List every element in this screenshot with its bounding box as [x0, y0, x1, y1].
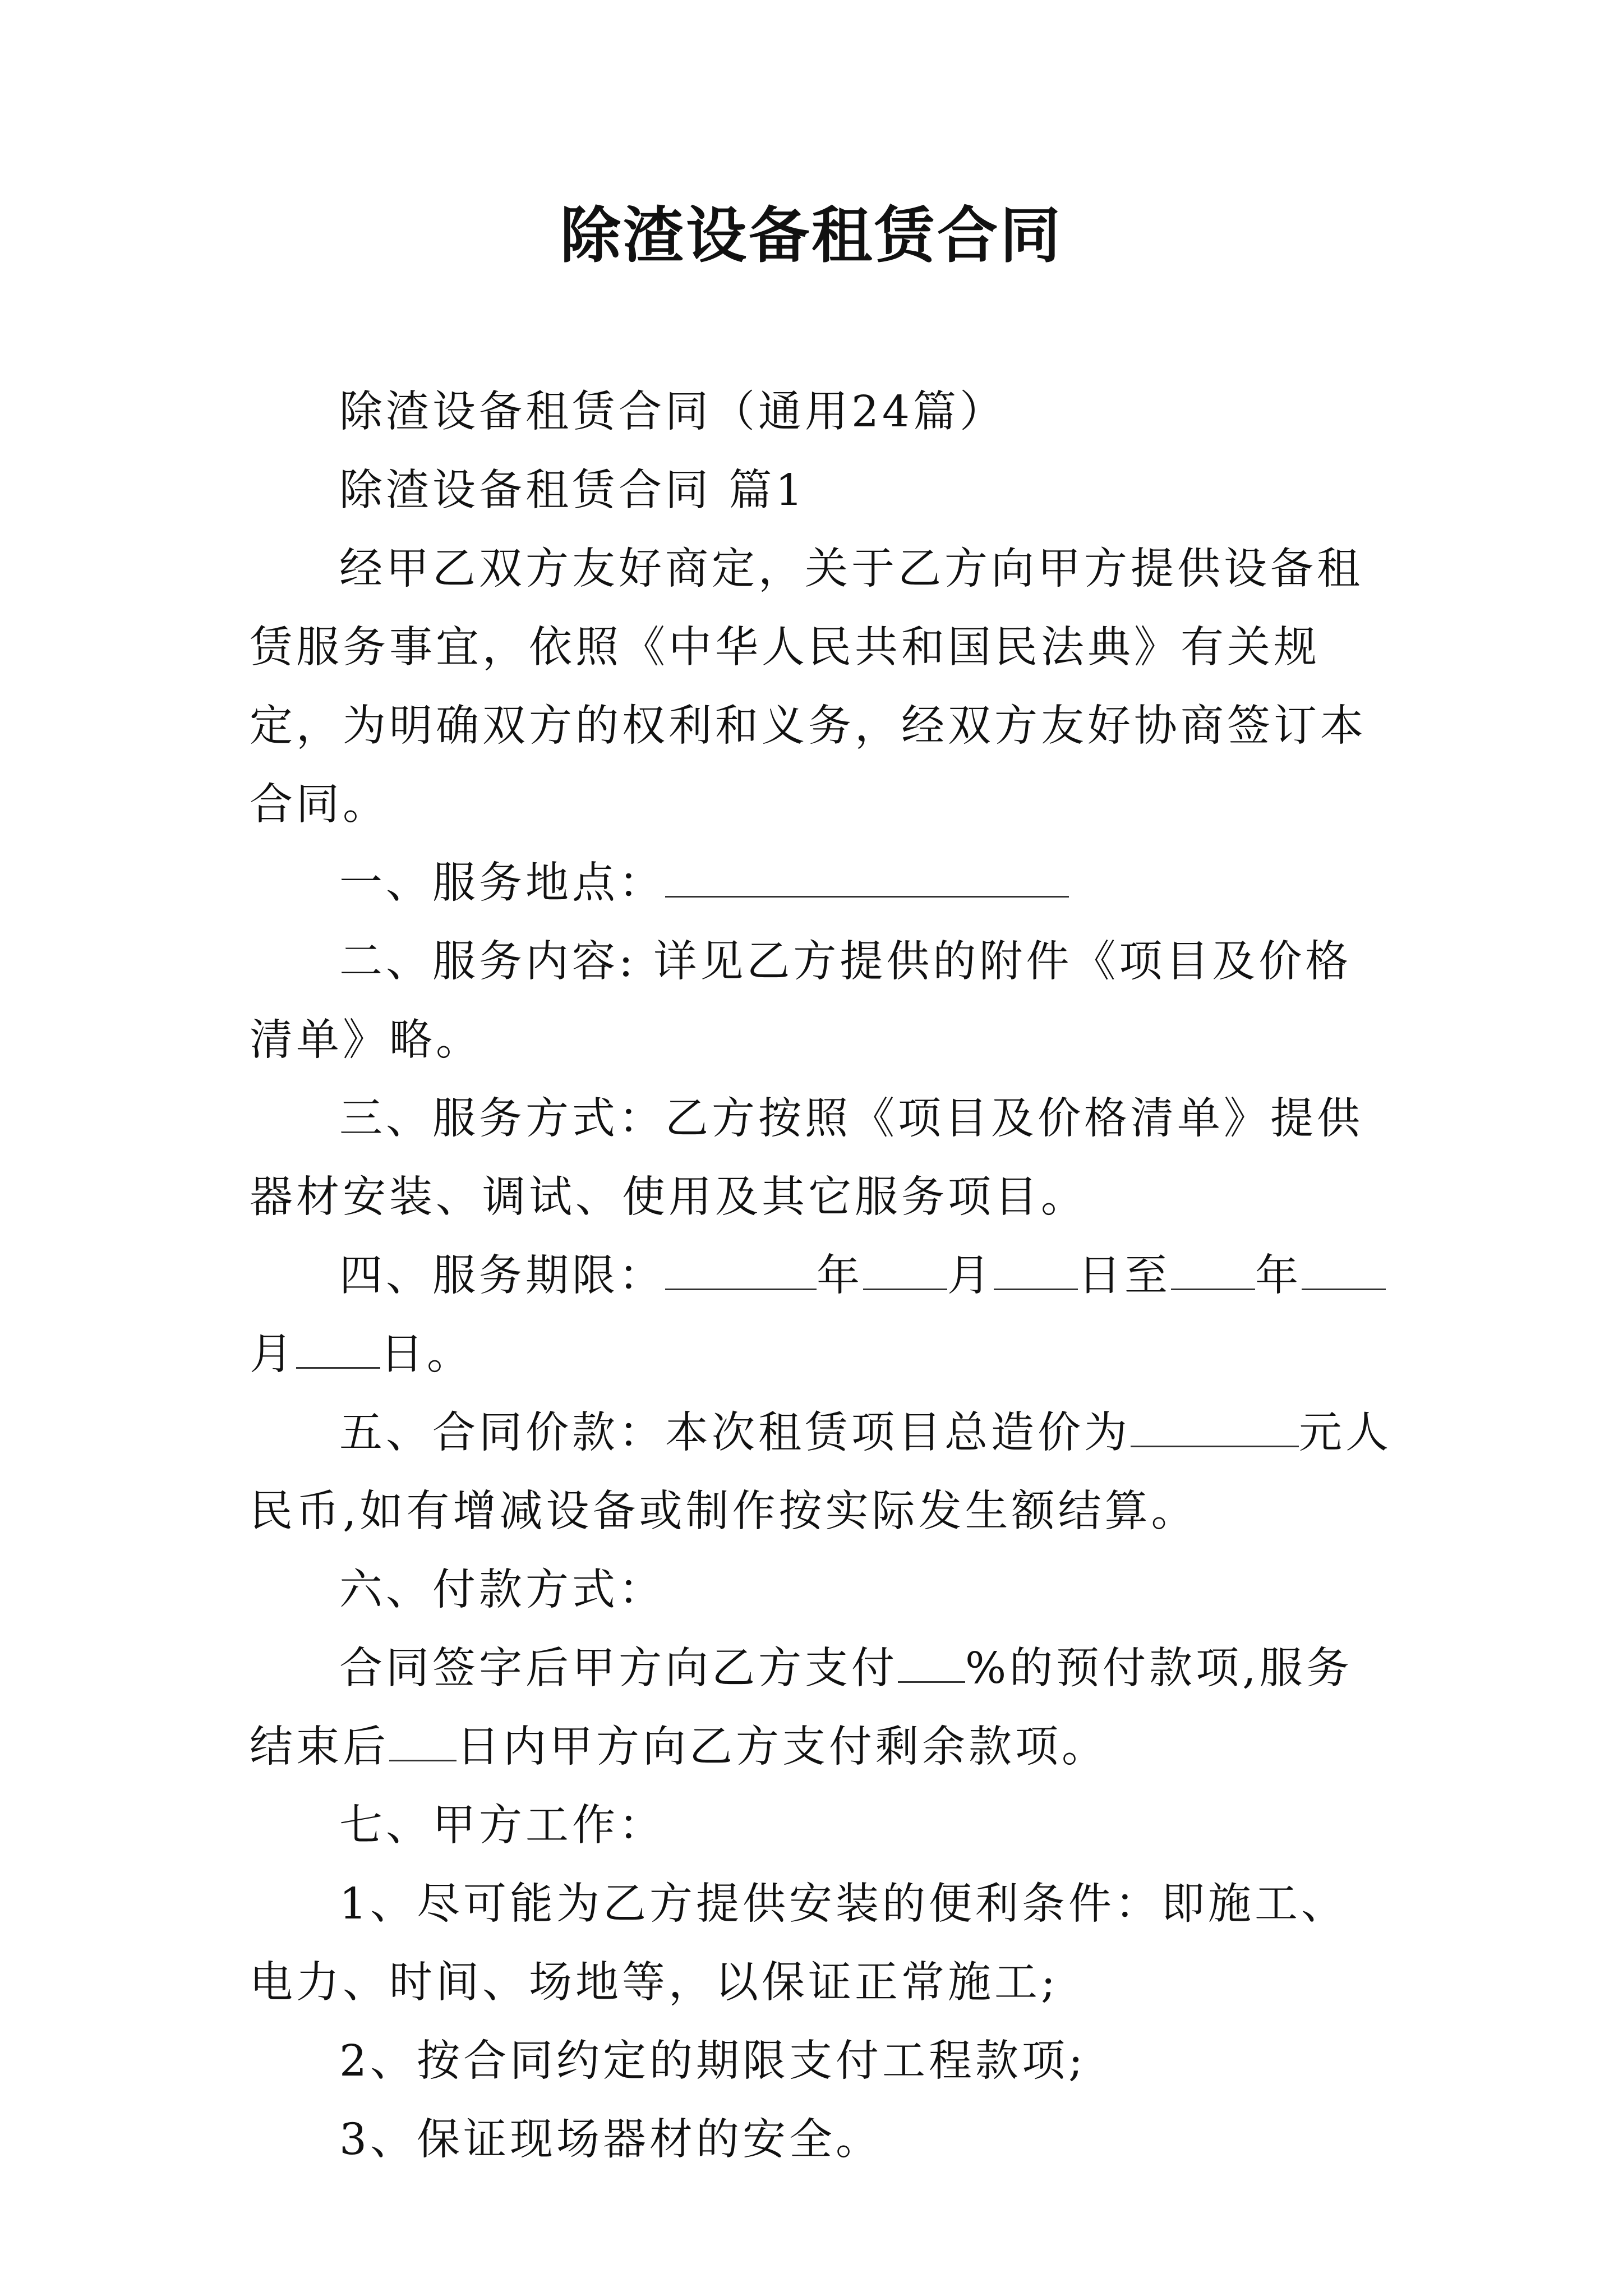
clause-payment-method: 六、付款方式： — [339, 1565, 665, 1615]
clause-service-location — [250, 844, 1394, 923]
unit-month: 月 — [947, 1251, 994, 1301]
clause-label: 四、服务期限： — [339, 1251, 665, 1301]
clause-service-period — [250, 1237, 1394, 1394]
clause-party-a-duties: 七、甲方工作： — [339, 1801, 665, 1851]
subtitle: 除渣设备租赁合同（通用24篇） — [339, 387, 1006, 437]
clause-service-method: 三、服务方式：乙方按照《项目及价格清单》提供器材安装、调试、使用及其它服务项目。 — [250, 1094, 1363, 1222]
fill-blank-days — [389, 1716, 457, 1761]
payment-terms — [250, 1630, 1394, 1787]
clause-label: 五、合同价款：本次租赁项目总造价为 — [339, 1408, 1131, 1458]
fill-blank-year-end — [1171, 1245, 1255, 1290]
duty-item-3: 3、保证现场器材的安全。 — [339, 2115, 882, 2165]
payment-text: %的预付款项,服务结束后 — [250, 1644, 1353, 1772]
fill-blank-percent — [898, 1637, 965, 1683]
unit-day-end: 日。 — [380, 1329, 473, 1379]
unit-day-to: 日至 — [1078, 1251, 1171, 1301]
clause-text: 元人民币,如有增减设备或制作按实际发生额结算。 — [250, 1408, 1392, 1536]
payment-text: 日内甲方向乙方支付剩余款项。 — [457, 1722, 1108, 1772]
unit-year: 年 — [817, 1251, 863, 1301]
document-title: 除渣设备租赁合同 — [560, 200, 1063, 271]
intro-paragraph: 经甲乙双方友好商定，关于乙方向甲方提供设备租赁服务事宜，依照《中华人民共和国民法典》有关规定，为明确双方的权利和义务，经双方友好协商签订本合同。 — [250, 544, 1367, 830]
fill-blank-price — [1131, 1402, 1299, 1447]
fill-blank-day-start — [994, 1245, 1078, 1290]
clause-contract-price — [250, 1394, 1394, 1551]
clause-service-content: 二、服务内容: 详见乙方提供的附件《项目及价格清单》略。 — [250, 937, 1352, 1065]
payment-text: 合同签字后甲方向乙方支付 — [339, 1644, 898, 1694]
fill-blank-year-start — [665, 1245, 817, 1290]
duty-item-2: 2、按合同约定的期限支付工程款项; — [339, 2036, 1086, 2086]
duty-item-1: 1、尽可能为乙方提供安装的便利条件：即施工、电力、时间、场地等，以保证正常施工; — [250, 1879, 1348, 2008]
unit-year: 年 — [1255, 1251, 1302, 1301]
fill-blank-day-end — [296, 1323, 380, 1369]
fill-blank-location — [665, 852, 1069, 898]
unit-month: 月 — [250, 1329, 296, 1379]
section-heading: 除渣设备租赁合同 篇1 — [339, 466, 806, 516]
fill-blank-month-end — [1302, 1245, 1386, 1290]
fill-blank-month-start — [863, 1245, 947, 1290]
document-body — [250, 373, 1394, 2179]
clause-label: 一、服务地点： — [339, 858, 665, 908]
